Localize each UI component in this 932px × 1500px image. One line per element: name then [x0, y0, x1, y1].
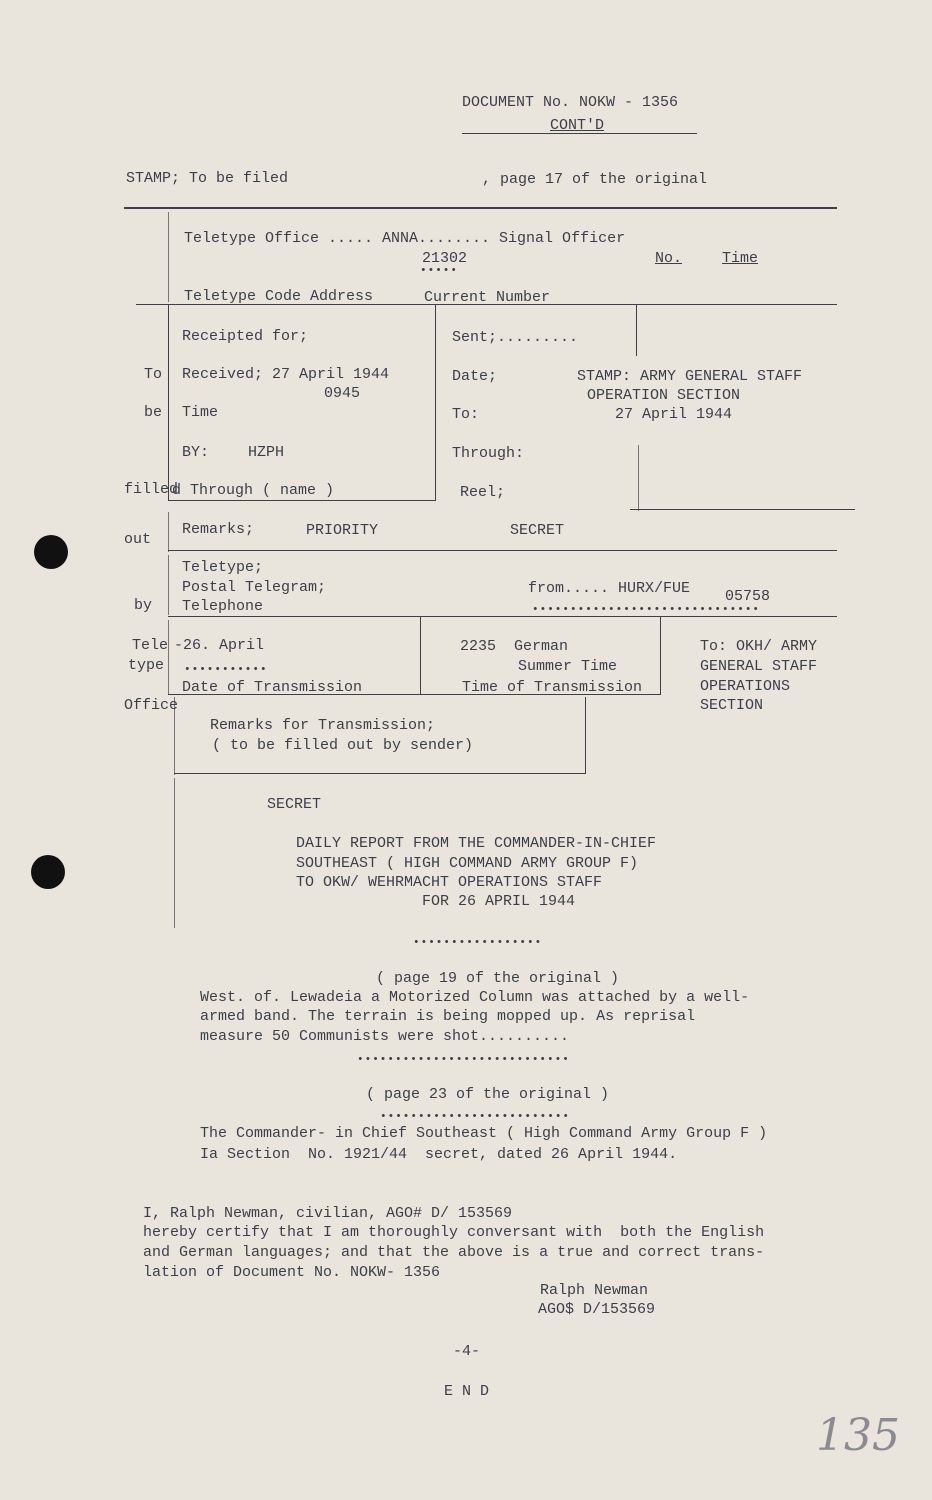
rule-reel — [630, 509, 855, 510]
to-okh-line-4: SECTION — [700, 697, 764, 714]
certification-line-4: lation of Document No. NOKW- 1356 — [143, 1264, 441, 1281]
signature-name: Ralph Newman — [540, 1282, 649, 1299]
box-mid — [435, 304, 436, 500]
secret-marking: SECRET — [510, 522, 565, 539]
rule-remarks-tx — [174, 773, 586, 774]
by-value: HZPH — [248, 444, 285, 461]
box-left — [168, 304, 169, 500]
page-reference: , page 17 of the original — [482, 171, 708, 188]
paragraph-2-line-1: The Commander- in Chief Southeast ( High Command Army Group F ) — [200, 1125, 768, 1142]
reel-field: Reel; — [460, 484, 506, 501]
report-title-3: TO OKW/ WEHRMACHT OPERATIONS STAFF — [296, 874, 603, 891]
date-dots: ••••••••••• — [184, 664, 268, 676]
received-time: 0945 — [324, 385, 361, 402]
report-title-2: SOUTHEAST ( HIGH COMMAND ARMY GROUP F) — [296, 855, 639, 872]
stamp-army-general-staff: STAMP: ARMY GENERAL STAFF — [577, 368, 803, 385]
no-label: No. — [655, 250, 683, 267]
side-label-type: type — [128, 657, 165, 674]
document-number: DOCUMENT No. NOKW - 1356 — [462, 94, 679, 111]
to-okh-line-2: GENERAL STAFF — [700, 658, 818, 675]
side-label-by: by — [134, 597, 153, 614]
sent-field: Sent;......... — [452, 329, 579, 346]
receipted-for: Receipted for; — [182, 328, 309, 345]
body-secret: SECRET — [267, 796, 322, 813]
certification-line-2: hereby certify that I am thoroughly conversant with both the English — [143, 1224, 765, 1241]
certification-line-3: and German languages; and that the above is a true and correct trans- — [143, 1244, 765, 1261]
box-right-lower — [638, 445, 639, 511]
report-title-4: FOR 26 APRIL 1944 — [422, 893, 576, 910]
box-right — [636, 304, 637, 356]
tx-mid1 — [420, 616, 421, 694]
side-label-be: be — [144, 404, 163, 421]
time-row-label: Time — [182, 404, 219, 421]
side-label-filled: filled — [124, 481, 179, 498]
signature-ago: AGO$ D/153569 — [538, 1301, 656, 1318]
end-marker: E N D — [444, 1383, 490, 1400]
from-field: from..... HURX/FUE — [528, 580, 691, 597]
page-23-reference: ( page 23 of the original ) — [366, 1086, 610, 1103]
separator-dots-2: •••••••••••••••••••••••••••• — [357, 1054, 570, 1066]
to-field: To: — [452, 406, 480, 423]
contd-label: CONT'D — [550, 117, 605, 134]
current-number: 21302 — [422, 250, 468, 267]
side-label-out: out — [124, 531, 152, 548]
to-okh-line-1: To: OKH/ ARMY — [700, 638, 818, 655]
rule-remarks — [168, 550, 837, 551]
current-number-label: Current Number — [424, 289, 551, 306]
separator-dots-1: ••••••••••••••••• — [413, 937, 543, 949]
remarks-for-transmission: Remarks for Transmission; — [210, 717, 436, 734]
tx-mid2 — [660, 616, 661, 694]
remarks-label: Remarks; — [182, 521, 255, 538]
date-of-transmission-value: -26. April — [174, 637, 265, 654]
tx-left — [168, 620, 169, 695]
handwritten-page-number: 135 — [816, 1410, 900, 1461]
stamp-operation-section: OPERATION SECTION — [587, 387, 741, 404]
from-dots: •••••••••••••••••••••••••••••• — [532, 604, 761, 616]
page-19-reference: ( page 19 of the original ) — [376, 970, 620, 987]
remarks-tx-right — [585, 697, 586, 773]
through-name: d Through ( name ) — [172, 482, 335, 499]
code-address-label: Teletype Code Address — [184, 288, 374, 305]
to-okh-line-3: OPERATIONS — [700, 678, 791, 695]
page-number: -4- — [453, 1343, 481, 1360]
time-label: Time — [722, 250, 759, 267]
paragraph-1-line-3: measure 50 Communists were shot.......... — [200, 1028, 570, 1045]
form-left-rule — [168, 212, 169, 302]
body-left-rule — [174, 778, 175, 928]
time-of-transmission-label: Time of Transmission — [462, 679, 643, 696]
date-of-transmission-label: Date of Transmission — [182, 679, 363, 696]
by-label: BY: — [182, 444, 210, 461]
from-number: 05758 — [725, 588, 771, 605]
side-label-to: To — [144, 366, 163, 383]
teletype-left — [168, 555, 169, 615]
telephone-label: Telephone — [182, 598, 264, 615]
form-top-rule — [124, 207, 837, 209]
side-label-office: Office — [124, 697, 179, 714]
paragraph-2-line-2: Ia Section No. 1921/44 secret, dated 26 April 1944. — [200, 1146, 678, 1163]
time-of-transmission-value-2: Summer Time — [518, 658, 618, 675]
separator-dots-3: ••••••••••••••••••••••••• — [380, 1111, 571, 1123]
teletype-office-line: Teletype Office ..... ANNA........ Signal Officer — [184, 230, 626, 247]
paragraph-1-line-1: West. of. Lewadeia a Motorized Column was attached by a well- — [200, 989, 750, 1006]
side-label-tele: Tele — [132, 637, 169, 654]
date-field: Date; — [452, 368, 498, 385]
paragraph-1-line-2: armed band. The terrain is being mopped up. As reprisal — [200, 1008, 696, 1025]
teletype-label: Teletype; — [182, 559, 264, 576]
remarks-for-transmission-note: ( to be filled out by sender) — [212, 737, 474, 754]
received-date: Received; 27 April 1944 — [182, 366, 390, 383]
postal-telegram-label: Postal Telegram; — [182, 579, 327, 596]
through-field: Through: — [452, 445, 525, 462]
stamp-to-be-filed: STAMP; To be filed — [126, 170, 289, 187]
time-of-transmission-value: 2235 German — [460, 638, 569, 655]
priority-value: PRIORITY — [306, 522, 379, 539]
certification-line-1: I, Ralph Newman, civilian, AGO# D/ 153569 — [143, 1205, 513, 1222]
punch-hole-top — [34, 535, 68, 569]
remarks-left — [168, 512, 169, 552]
number-dots: ••••• — [420, 265, 459, 277]
report-title-1: DAILY REPORT FROM THE COMMANDER-IN-CHIEF — [296, 835, 657, 852]
rule-through-name — [168, 500, 436, 501]
contd-underline — [462, 133, 697, 134]
punch-hole-bottom — [31, 855, 65, 889]
stamp-date: 27 April 1944 — [615, 406, 733, 423]
